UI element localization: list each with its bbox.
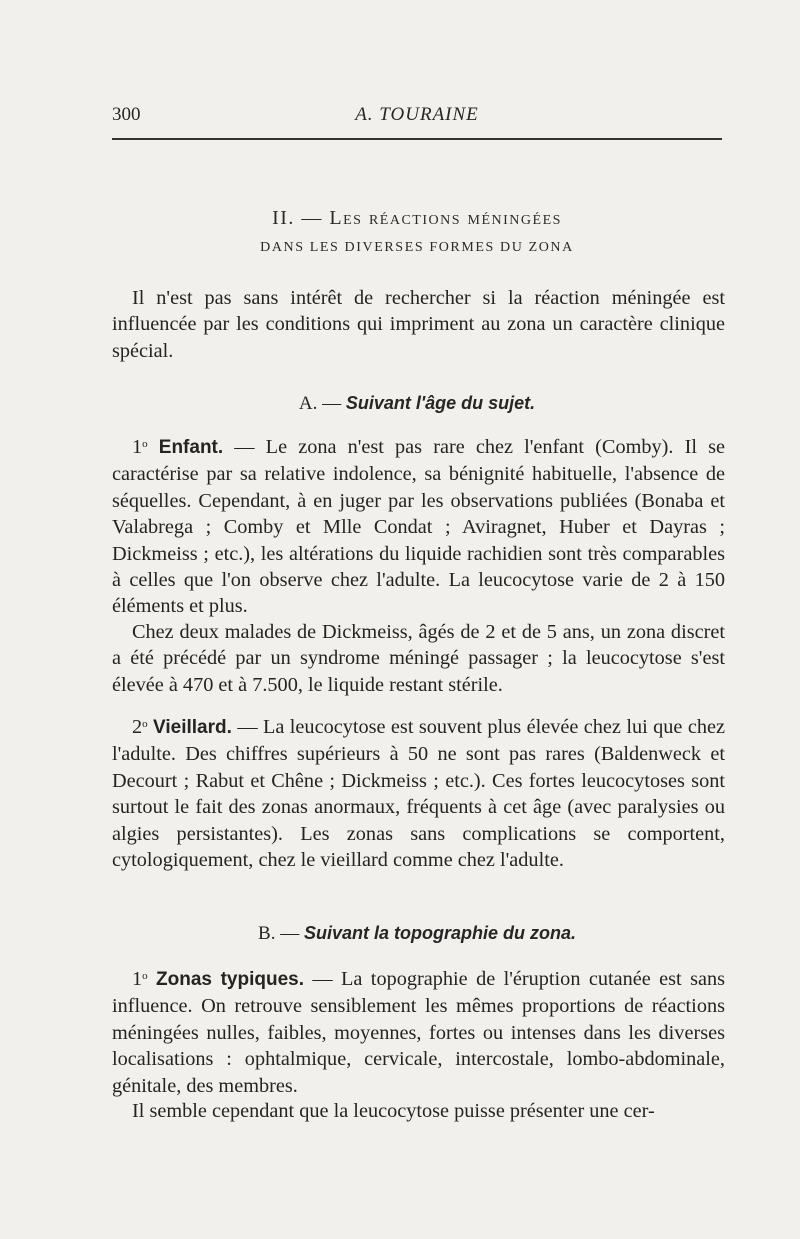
section-title (112, 207, 722, 230)
subsection-b-letter: B. — (258, 923, 300, 944)
final-paragraph: Il semble cependant que la leucocytose puisse présenter une cer- (132, 1100, 655, 1122)
intro-paragraph: Il n'est pas sans intérêt de rechercher si la réaction méningée est influencée par les conditions qui impriment au zona un caractère clinique spécial. (112, 287, 725, 362)
vieillard-paragraph (112, 714, 725, 873)
running-head-author: A. TOURAINE (355, 104, 479, 125)
section-subtitle: DANS LES DIVERSES FORMES DU ZONA (260, 240, 574, 255)
subsection-a-letter: A. — (298, 393, 342, 414)
running-head (112, 104, 722, 130)
vieillard-number: 2 (132, 716, 143, 738)
subsection-a-title: Suivant l'âge du sujet. (345, 393, 536, 413)
header-rule (112, 138, 722, 140)
subsection-b-title: Suivant la topographie du zona. (303, 923, 576, 943)
typiques-label: Zonas typiques. (156, 969, 304, 990)
enfant-label: Enfant. (158, 437, 224, 458)
enfant-ordinal: o (142, 438, 148, 450)
vieillard-text: — La leucocytose est souvent plus élevée chez lui que chez l'adulte. Des chiffres supérieurs à 50 ne sont pas rares (Baldenweck et Decourt ; Rabut et Chêne ; Dickmeiss ; etc.). Ces fortes leucocytoses sont surtout le fait des zonas anormaux, fréquents à cet âge (avec paralysies ou algies persistantes). Les zonas sans complications se comportent, cytologiquement, chez le vieillard comme chez l'adulte. (112, 716, 725, 872)
vieillard-ordinal: o (142, 718, 148, 730)
zonas-typiques-paragraph (112, 966, 725, 1099)
enfant-paragraph (112, 434, 725, 620)
page-number: 300 (112, 104, 141, 125)
enfant-number: 1 (132, 436, 143, 458)
subsection-a-heading (112, 393, 722, 415)
enfant-text: — Le zona n'est pas rare chez l'enfant (Comby). Il se caractérise par sa relative indolence, sa bénignité habituelle, l'absence de séquelles. Cependant, à en juger par les observations publiées (Bonaba et Valabrega ; Comby et Mlle Condat ; Aviragnet, Huber et Dayras ; Dickmeiss ; etc.), les altérations du liquide rachidien sont très comparables à celles que l'on observe chez l'adulte. La leucocytose varie de 2 à 150 éléments et plus. (112, 436, 725, 618)
section-numeral: II. (272, 207, 295, 229)
typiques-number: 1 (132, 968, 143, 990)
vieillard-label: Vieillard. (153, 717, 232, 738)
section-dash: — (301, 207, 323, 229)
dickmeiss-paragraph: Chez deux malades de Dickmeiss, âgés de 2 et de 5 ans, un zona discret a été précédé par un syndrome méningé passager ; la leucocytose s'est élevée à 470 et à 7.500, le liquide restant stérile. (112, 621, 725, 696)
typiques-text: — La topographie de l'éruption cutanée est sans influence. On retrouve sensiblement les mêmes proportions de réactions méningées nulles, faibles, moyennes, fortes ou intenses dans les diverses localisations : ophtalmique, cervicale, intercostale, lombo-abdominale, génitale, des membres. (112, 968, 725, 1097)
section-title-line1: Les réactions méningées (329, 207, 562, 229)
typiques-ordinal: o (142, 970, 148, 982)
subsection-b-heading (112, 923, 722, 945)
